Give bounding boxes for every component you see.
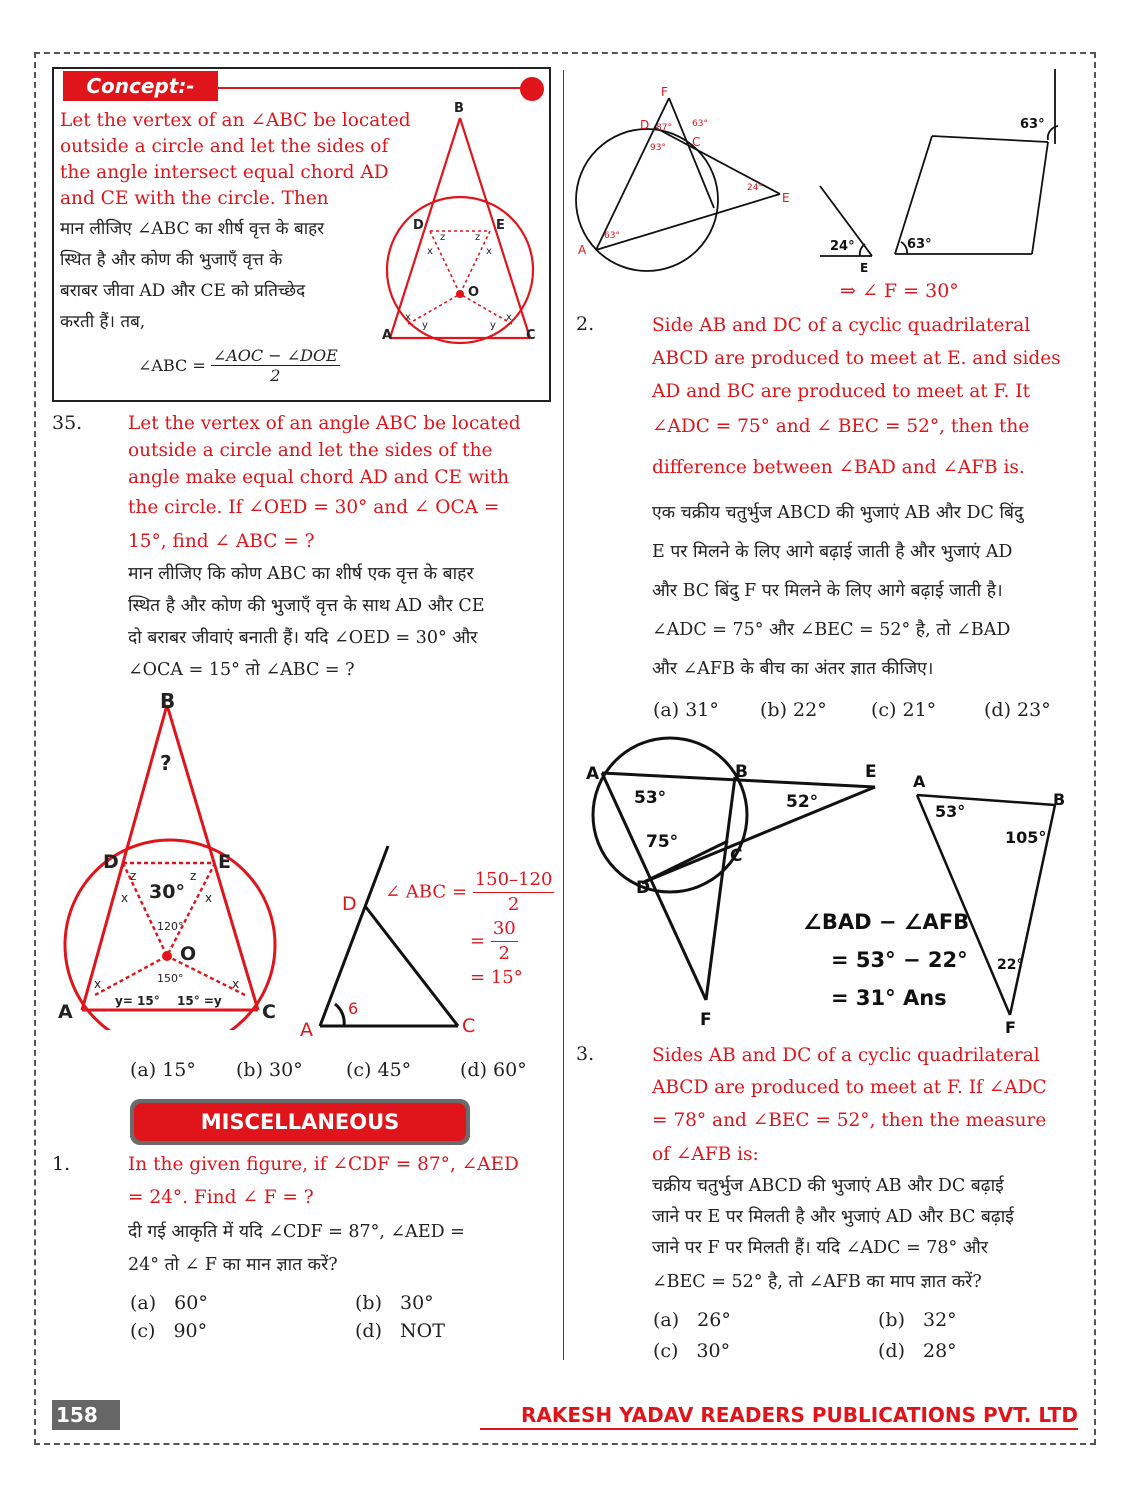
- q35-label-b: B: [160, 690, 176, 713]
- q35-number: 35.: [52, 412, 83, 434]
- q1-text-hi: दी गई आकृति में यदि ∠CDF = 87°, ∠AED = 24° तो ∠ F का मान ज्ञात करें?: [128, 1222, 465, 1275]
- q1-fig-63: 63°: [692, 119, 708, 129]
- q35-label-o: O: [180, 943, 197, 965]
- fig-label-z2: z: [475, 232, 481, 243]
- q1-text-en: In the given figure, if ∠CDF = 87°, ∠AED = 24°. Find ∠ F = ?: [128, 1154, 519, 1208]
- q1-fig-f: F: [661, 85, 668, 99]
- q35-option-c[interactable]: (c) 45°: [346, 1059, 412, 1081]
- q35-label-30: 30°: [149, 881, 185, 903]
- q35-label-x2: x: [205, 891, 213, 905]
- q1-number: 1.: [52, 1153, 71, 1175]
- q1-figure: [572, 82, 802, 282]
- fig-label-y2: y: [490, 320, 496, 331]
- q2-working: ∠BAD − ∠AFB = 53° − 22° = 31° Ans: [803, 910, 970, 1010]
- q1-fig-e: E: [782, 191, 790, 205]
- concept-text-en: Let the vertex of an ∠ABC be located outside a circle and let the sides of the angle intersect equal chord AD and CE with the circle. Then: [60, 110, 411, 209]
- concept-formula: ∠ABC = $\frac{\text{∠AOC − ∠DOE}}{2}$: [138, 346, 338, 385]
- q2-fig-b: B: [735, 762, 748, 782]
- q2-fig-e: E: [865, 762, 877, 782]
- page-number: 158: [52, 1400, 120, 1430]
- q2-fig-f: F: [700, 1010, 712, 1030]
- q2-option-b[interactable]: (b) 22°: [760, 699, 827, 721]
- publisher-name: RAKESH YADAV READERS PUBLICATIONS PVT. LTD: [480, 1402, 1078, 1430]
- q35-label-15y: 15° =y: [177, 994, 222, 1008]
- q3-option-b[interactable]: (b) 32°: [878, 1309, 957, 1331]
- q3-text-hi: चक्रीय चतुर्भुज ABCD की भुजाएं AB और DC बढ़ाई जाने पर E पर मिलती है और भुजाएं AD और BC बढ़ाई जाने पर F पर मिलती हैं। यदि ∠ADC = 78° और ∠BEC = 52° है, तो ∠AFB का माप ज्ञात करें?: [652, 1176, 1014, 1292]
- column-divider: [563, 70, 564, 1360]
- section-banner: [130, 1099, 470, 1145]
- fig-label-d: D: [413, 218, 424, 233]
- q2-fig2-53: 53°: [935, 802, 966, 821]
- q3-number: 3.: [576, 1043, 595, 1065]
- concept-badge: Concept:-: [63, 71, 218, 101]
- q1-option-c[interactable]: (c) 90°: [130, 1320, 208, 1342]
- q2-fig2-22: 22°: [997, 957, 1024, 973]
- q1-option-b[interactable]: (b) 30°: [355, 1292, 434, 1314]
- q35-figure: [55, 690, 285, 1030]
- q35-label-120: 120°: [157, 920, 184, 933]
- q2-fig2-a: A: [913, 772, 926, 791]
- q35-option-d[interactable]: (d) 60°: [460, 1059, 527, 1081]
- q1-fig-93: 93°: [650, 143, 666, 153]
- q2-fig-a: A: [586, 764, 600, 784]
- q35-label-z1: z: [130, 869, 137, 883]
- fig-label-a: A: [382, 328, 393, 343]
- q1-fig2-63b: 63°: [907, 237, 932, 252]
- q2-fig2-b: B: [1053, 790, 1066, 809]
- q1-fig-c: C: [692, 135, 701, 149]
- q2-fig2-105: 105°: [1005, 828, 1047, 847]
- fig-label-o: O: [468, 285, 480, 300]
- concept-rule: [218, 87, 524, 89]
- q3-text-en: Sides AB and DC of a cyclic quadrilateral ABCD are produced to meet at F. If ∠ADC = 78° and ∠BEC = 52°, then the measure of ∠AFB is:: [652, 1045, 1047, 1165]
- q35-fig2-d: D: [342, 893, 357, 915]
- fig-label-x1: x: [427, 246, 433, 257]
- q1-fig-87: 87°: [656, 123, 672, 133]
- fig-label-e: E: [496, 218, 505, 233]
- q35-fig2-a: A: [300, 1019, 313, 1040]
- q2-number: 2.: [576, 313, 595, 335]
- q2-fig-52: 52°: [786, 792, 819, 812]
- q35-label-c: C: [262, 1001, 276, 1023]
- q2-option-d[interactable]: (d) 23°: [984, 699, 1051, 721]
- q35-fig2-6: 6: [348, 999, 359, 1018]
- q35-label-z2: z: [190, 869, 197, 883]
- q2-fig-c: C: [730, 846, 743, 866]
- q1-option-a[interactable]: (a) 60°: [130, 1292, 208, 1314]
- q2-fig2-f: F: [1005, 1018, 1016, 1035]
- concept-figure: [380, 98, 550, 348]
- q1-fig-63b: 63°: [604, 231, 620, 241]
- q1-fig-d: D: [640, 118, 650, 132]
- q1-fig2-e: E: [860, 261, 869, 275]
- q35-label-d: D: [103, 851, 119, 873]
- fig-label-z1: z: [440, 232, 446, 243]
- q2-text-en: Side AB and DC of a cyclic quadrilateral ABCD are produced to meet at E. and sides AD and BC are produced to meet at F. It ∠ADC = 75° and ∠ BEC = 52°, then the difference between ∠BAD and ∠AFB is.: [652, 315, 1061, 478]
- q1-answer: ⇒ ∠ F = 30°: [840, 280, 959, 302]
- q3-option-d[interactable]: (d) 28°: [878, 1340, 957, 1362]
- fig-label-x4: x: [506, 312, 512, 323]
- q3-option-c[interactable]: (c) 30°: [653, 1340, 731, 1362]
- q35-label-y15: y= 15°: [115, 994, 160, 1008]
- q2-fig-d: D: [636, 878, 651, 898]
- q2-option-a[interactable]: (a) 31°: [653, 699, 719, 721]
- q2-fig-75: 75°: [646, 832, 679, 852]
- q35-label-e: E: [218, 851, 231, 873]
- q35-label-x3: x: [94, 977, 102, 991]
- q35-label-x1: x: [121, 891, 129, 905]
- section-banner-label: MISCELLANEOUS: [134, 1103, 466, 1141]
- fig-label-c: C: [526, 328, 536, 343]
- q35-fig2-c: C: [462, 1015, 476, 1037]
- q2-text-hi: एक चक्रीय चतुर्भुज ABCD की भुजाएं AB और DC बिंदु E पर मिलने के लिए आगे बढ़ाई जाती है और भुजाएं AD और BC बिंदु F पर मिलने के लिए आगे बढ़ाई जाती है। ∠ADC = 75° और ∠BEC = 52° है, तो ∠BAD और ∠AFB के बीच का अंतर ज्ञात कीजिए।: [652, 503, 1024, 679]
- q3-option-a[interactable]: (a) 26°: [653, 1309, 731, 1331]
- q1-fig2-63: 63°: [1020, 117, 1045, 132]
- q35-label-150: 150°: [157, 972, 184, 985]
- q1-fig2-24: 24°: [830, 239, 855, 254]
- q35-label-question: ?: [160, 751, 172, 775]
- fig-label-x3: x: [405, 312, 411, 323]
- q35-option-a[interactable]: (a) 15°: [130, 1059, 196, 1081]
- q35-text-hi: मान लीजिए कि कोण ABC का शीर्ष एक वृत्त के बाहर स्थित है और कोण की भुजाएँ वृत्त के साथ AD और CE दो बराबर जीवाएं बनाती हैं। यदि ∠OED = 30° और ∠OCA = 15° तो ∠ABC = ?: [128, 564, 485, 680]
- concept-text-hi: मान लीजिए ∠ABC का शीर्ष वृत्त के बाहर स्थित है और कोण की भुजाएँ वृत्त के बराबर जीवा AD और CE को प्रतिच्छेद करती हैं। तब,: [60, 219, 325, 332]
- q1-figure-2: [810, 64, 1070, 279]
- q35-calculation: ∠ ABC = $\frac{150-120}{2}$ = $\frac{30}{2}$ = 15°: [385, 869, 553, 988]
- q35-label-a: A: [58, 1001, 73, 1023]
- q1-fig-24: 24°: [747, 183, 763, 193]
- q35-option-b[interactable]: (b) 30°: [236, 1059, 303, 1081]
- fig-label-y1: y: [422, 320, 428, 331]
- fig-label-x2: x: [486, 246, 492, 257]
- fig-label-b: B: [454, 101, 464, 116]
- q2-fig-53: 53°: [634, 788, 667, 808]
- q1-option-d[interactable]: (d) NOT: [355, 1320, 445, 1342]
- q35-text-en: Let the vertex of an angle ABC be located outside a circle and let the sides of the angle make equal chord AD and CE with the circle. If ∠OED = 30° and ∠ OCA = 15°, find ∠ ABC = ?: [128, 413, 521, 552]
- q1-fig-a: A: [578, 243, 587, 257]
- q35-label-x4: x: [232, 977, 240, 991]
- q2-option-c[interactable]: (c) 21°: [871, 699, 937, 721]
